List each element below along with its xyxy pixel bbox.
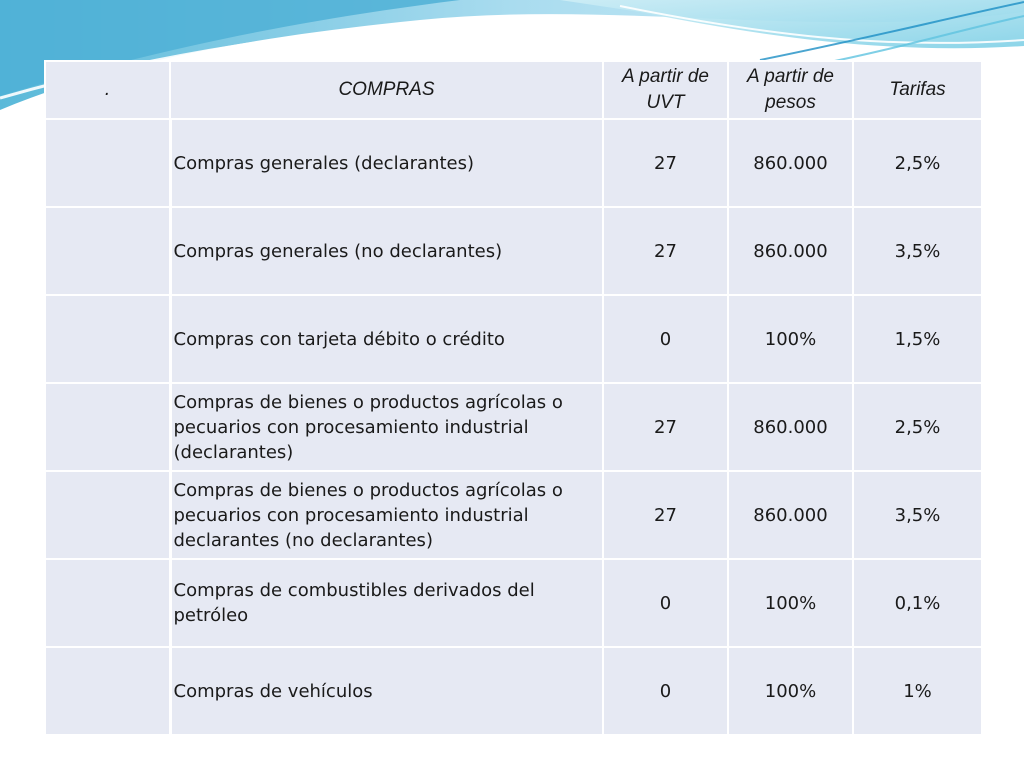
row-tarifa: 1,5% — [853, 295, 982, 383]
row-label-cell — [45, 119, 170, 207]
row-tarifa: 3,5% — [853, 207, 982, 295]
header-cell-label: . — [45, 61, 170, 119]
row-description: Compras de bienes o productos agrícolas o pecuarios con procesamiento industrial (declarantes) — [170, 383, 603, 471]
row-label-cell — [45, 559, 170, 647]
row-pesos: 860.000 — [728, 383, 853, 471]
row-uvt: 0 — [603, 295, 728, 383]
header-cell-pesos: A partir de pesos — [728, 61, 853, 119]
row-description: Compras de combustibles derivados del petróleo — [170, 559, 603, 647]
row-tarifa: 0,1% — [853, 559, 982, 647]
compras-table — [44, 60, 983, 736]
table-header-row — [45, 61, 982, 119]
row-uvt: 0 — [603, 559, 728, 647]
header-cell-uvt: A partir de UVT — [603, 61, 728, 119]
row-tarifa: 3,5% — [853, 471, 982, 559]
row-pesos: 860.000 — [728, 471, 853, 559]
table-row — [45, 207, 982, 295]
row-uvt: 27 — [603, 207, 728, 295]
row-uvt: 27 — [603, 119, 728, 207]
table-row — [45, 471, 982, 559]
row-uvt: 27 — [603, 383, 728, 471]
header-cell-compras: COMPRAS — [170, 61, 603, 119]
table-row — [45, 647, 982, 735]
table-row — [45, 295, 982, 383]
row-pesos: 860.000 — [728, 119, 853, 207]
row-uvt: 27 — [603, 471, 728, 559]
row-pesos: 100% — [728, 647, 853, 735]
row-tarifa: 2,5% — [853, 383, 982, 471]
row-pesos: 860.000 — [728, 207, 853, 295]
row-description: Compras con tarjeta débito o crédito — [170, 295, 603, 383]
table-row — [45, 383, 982, 471]
row-label-cell — [45, 383, 170, 471]
row-label-cell — [45, 295, 170, 383]
row-tarifa: 1% — [853, 647, 982, 735]
row-description: Compras de vehículos — [170, 647, 603, 735]
row-label-cell — [45, 471, 170, 559]
row-tarifa: 2,5% — [853, 119, 982, 207]
row-label-cell — [45, 647, 170, 735]
row-pesos: 100% — [728, 559, 853, 647]
table-row — [45, 559, 982, 647]
row-description: Compras generales (no declarantes) — [170, 207, 603, 295]
row-uvt: 0 — [603, 647, 728, 735]
row-description: Compras generales (declarantes) — [170, 119, 603, 207]
row-pesos: 100% — [728, 295, 853, 383]
row-label-cell — [45, 207, 170, 295]
header-cell-tarifas: Tarifas — [853, 61, 982, 119]
table-row — [45, 119, 982, 207]
row-description: Compras de bienes o productos agrícolas o pecuarios con procesamiento industrial declarantes (no declarantes) — [170, 471, 603, 559]
